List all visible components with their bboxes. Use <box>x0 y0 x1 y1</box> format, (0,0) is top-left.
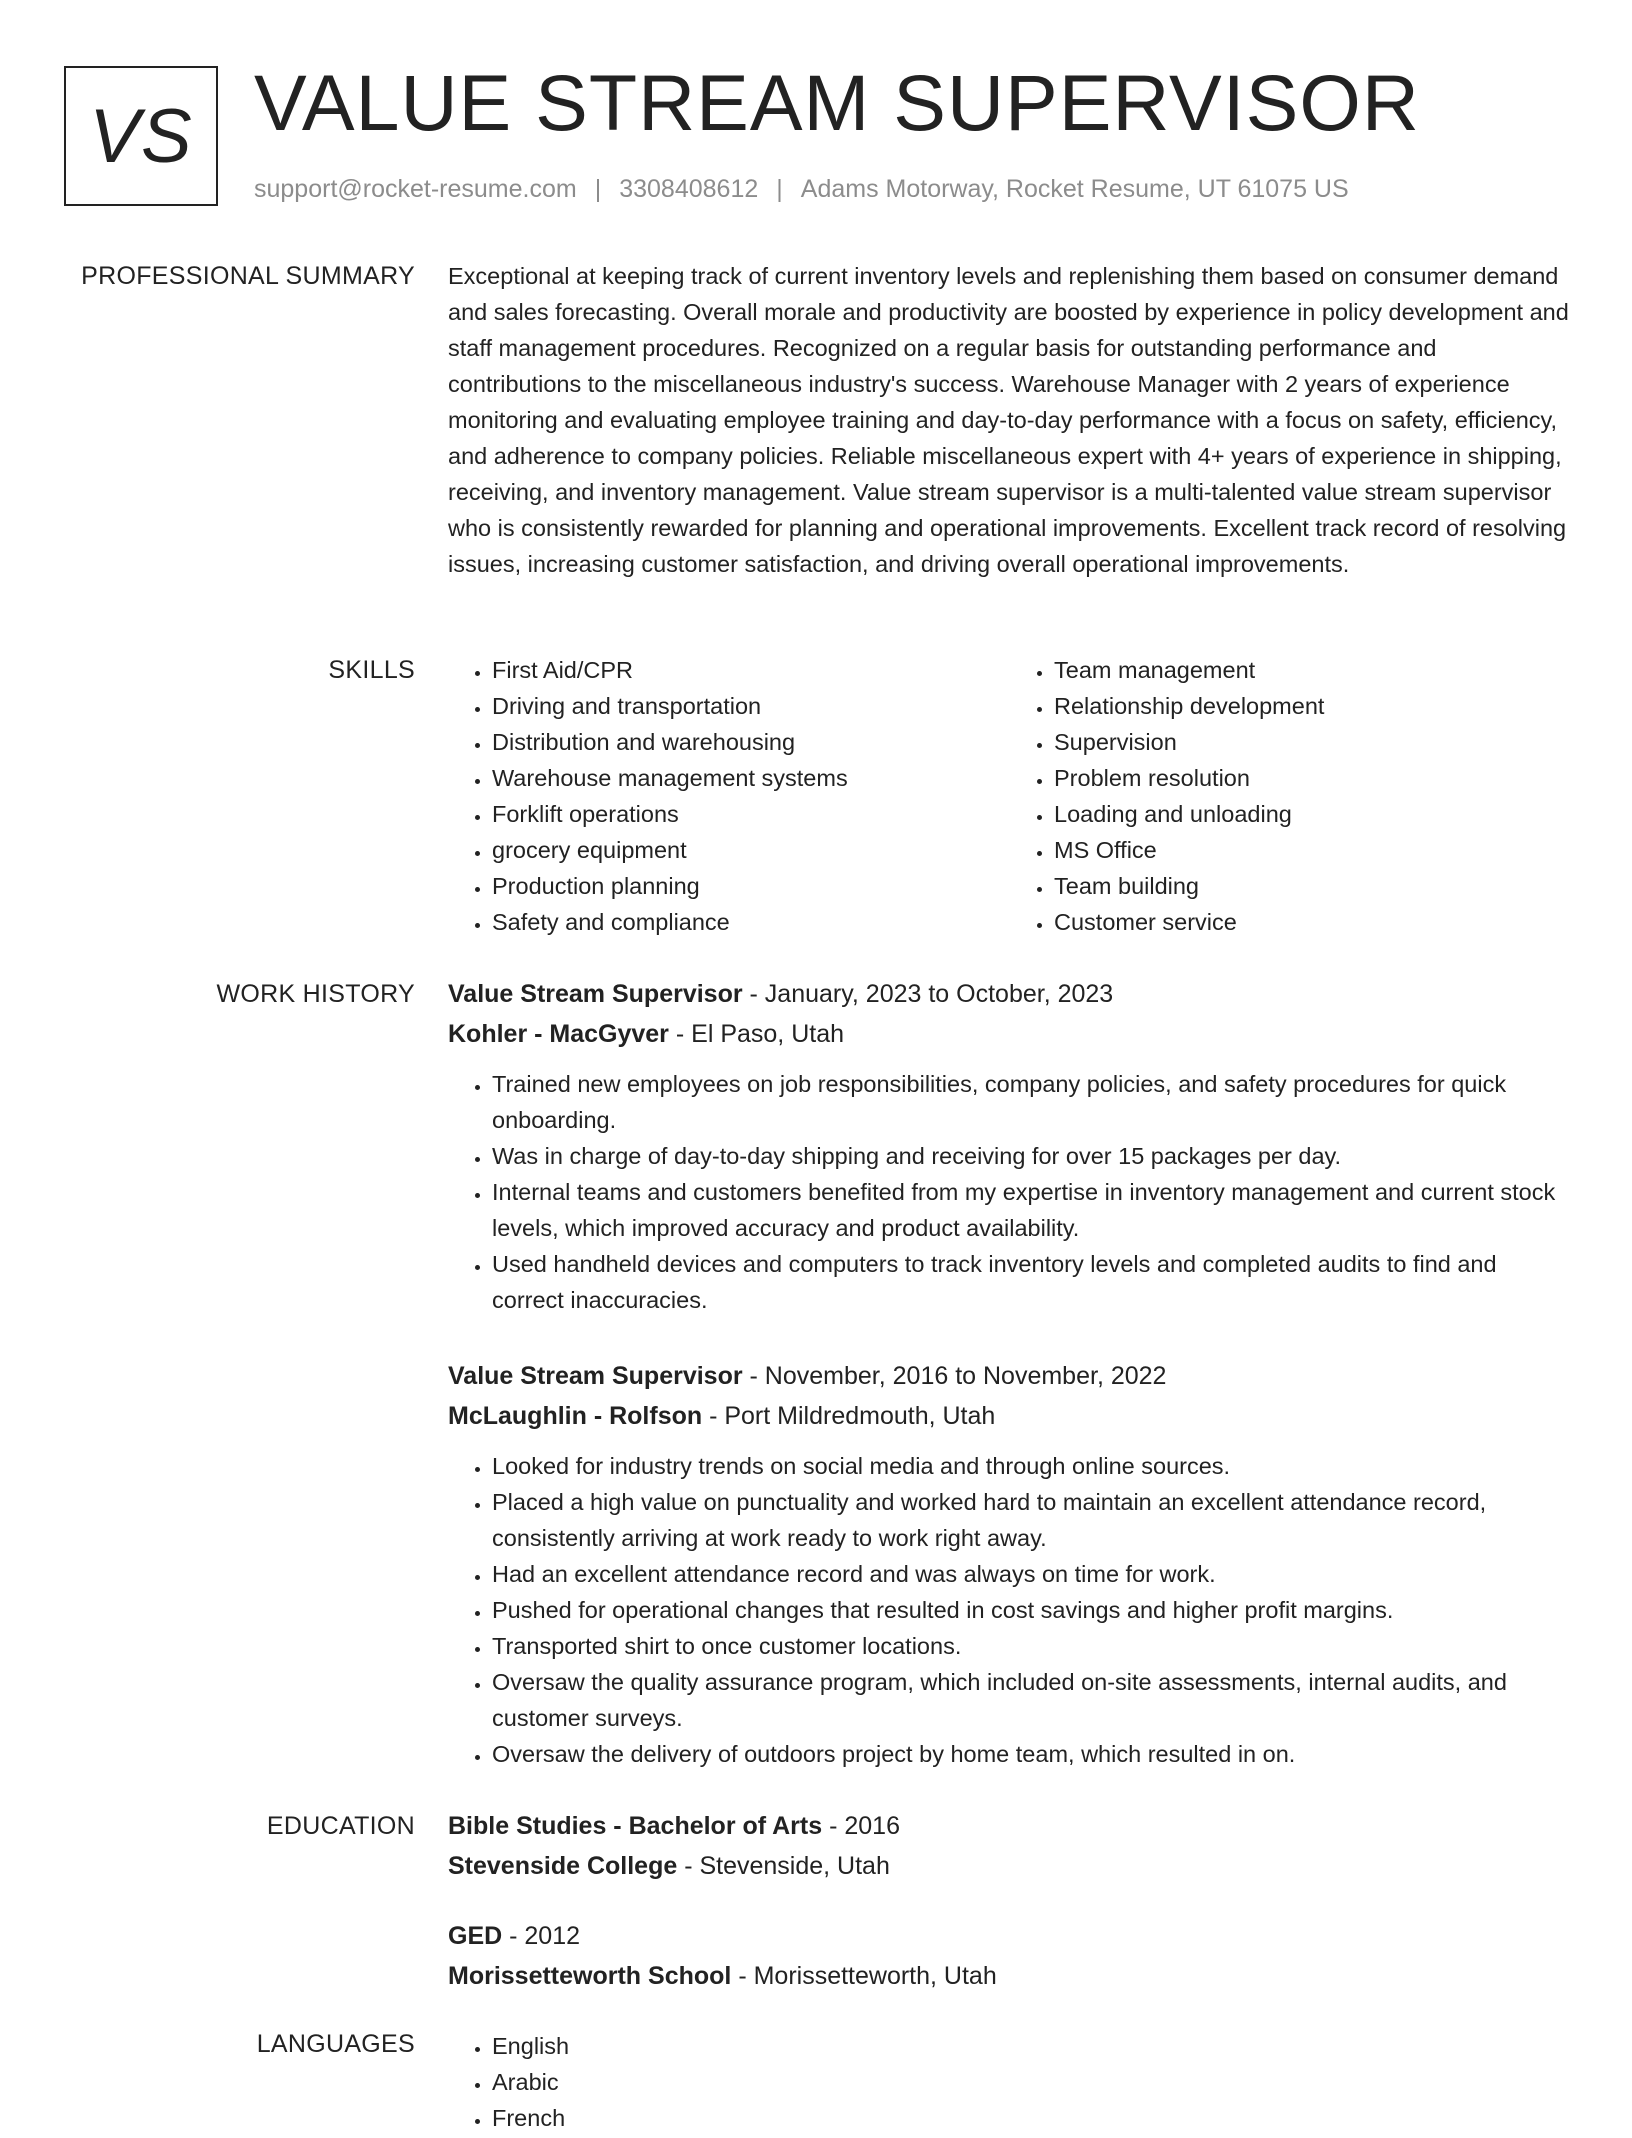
job-title-line <box>448 1356 1572 1396</box>
job-bullet: • Internal teams and customers benefited from my expertise in inventory management and current stock levels, which improved accuracy and product availability. <box>492 1174 1572 1246</box>
skills-column-2 <box>1010 652 1572 940</box>
job-company: McLaughlin - Rolfson <box>448 1402 703 1430</box>
education-school-line <box>448 1956 1572 1996</box>
job-location: - Port Mildredmouth, Utah <box>702 1402 996 1430</box>
skill-item: • Loading and unloading <box>1054 796 1572 832</box>
job-bullet: • Trained new employees on job responsibilities, company policies, and safety procedures for quick onboarding. <box>492 1066 1572 1138</box>
languages-body <box>448 2028 1572 2136</box>
education-location: - Stevenside, Utah <box>677 1852 890 1880</box>
language-item: • Arabic <box>492 2064 1572 2100</box>
contact-email: support@rocket-resume.com <box>254 175 577 203</box>
skills-column-1 <box>448 652 1010 940</box>
skill-item: • Team management <box>1054 652 1572 688</box>
contact-phone: 3308408612 <box>619 175 759 203</box>
languages-list <box>448 2028 1572 2136</box>
skill-item: • Distribution and warehousing <box>492 724 1010 760</box>
skill-item: • Driving and transportation <box>492 688 1010 724</box>
job-bullet: • Transported shirt to once customer locations. <box>492 1628 1572 1664</box>
contact-line <box>254 175 1349 204</box>
skill-item: • First Aid/CPR <box>492 652 1010 688</box>
education-body <box>448 1806 1572 2026</box>
candidate-name: VALUE STREAM SUPERVISOR <box>254 58 1420 147</box>
skill-item: • Forklift operations <box>492 796 1010 832</box>
skill-item: • Customer service <box>1054 904 1572 940</box>
monogram-initials: VS <box>89 93 193 179</box>
job-bullet: • Was in charge of day-to-day shipping and receiving for over 15 packages per day. <box>492 1138 1572 1174</box>
job-company-line <box>448 1396 1572 1436</box>
skills-heading: SKILLS <box>328 656 415 684</box>
skill-item: • Supervision <box>1054 724 1572 760</box>
summary-heading: PROFESSIONAL SUMMARY <box>81 262 415 290</box>
education-school-line <box>448 1846 1572 1886</box>
skill-item: • Warehouse management systems <box>492 760 1010 796</box>
job-bullet: • Looked for industry trends on social media and through online sources. <box>492 1448 1572 1484</box>
contact-separator: | <box>594 175 602 203</box>
skills-body <box>448 652 1572 940</box>
education-year: - 2016 <box>822 1812 900 1840</box>
education-degree: GED <box>448 1922 503 1950</box>
skill-item: • MS Office <box>1054 832 1572 868</box>
education-location: - Morissetteworth, Utah <box>731 1962 997 1990</box>
language-item: • French <box>492 2100 1572 2136</box>
job-company: Kohler - MacGyver <box>448 1020 669 1048</box>
job-bullet: • Pushed for operational changes that resulted in cost savings and higher profit margins. <box>492 1592 1572 1628</box>
skill-item: • Production planning <box>492 868 1010 904</box>
work-body <box>448 974 1572 1810</box>
education-degree-line <box>448 1916 1572 1956</box>
job-bullet: • Oversaw the delivery of outdoors project by home team, which resulted in on. <box>492 1736 1572 1772</box>
skill-item: • grocery equipment <box>492 832 1010 868</box>
job-entry <box>448 974 1572 1318</box>
education-heading: EDUCATION <box>266 1812 415 1840</box>
skill-item: • Safety and compliance <box>492 904 1010 940</box>
job-dates: - November, 2016 to November, 2022 <box>742 1362 1167 1390</box>
job-bullets <box>448 1066 1572 1318</box>
skill-item: • Team building <box>1054 868 1572 904</box>
monogram-box <box>64 66 218 206</box>
job-role: Value Stream Supervisor <box>448 980 743 1008</box>
job-entry <box>448 1356 1572 1772</box>
job-dates: - January, 2023 to October, 2023 <box>742 980 1114 1008</box>
contact-address: Adams Motorway, Rocket Resume, UT 61075 US <box>800 175 1349 203</box>
summary-body <box>448 258 1572 582</box>
language-item: • English <box>492 2028 1572 2064</box>
languages-heading: LANGUAGES <box>256 2030 415 2058</box>
skill-item: • Problem resolution <box>1054 760 1572 796</box>
education-degree-line <box>448 1806 1572 1846</box>
education-school: Stevenside College <box>448 1852 678 1880</box>
job-bullets <box>448 1448 1572 1772</box>
education-year: - 2012 <box>502 1922 581 1950</box>
education-degree: Bible Studies - Bachelor of Arts <box>448 1812 823 1840</box>
job-role: Value Stream Supervisor <box>448 1362 743 1390</box>
job-bullet: • Had an excellent attendance record and was always on time for work. <box>492 1556 1572 1592</box>
education-entry <box>448 1916 1572 1996</box>
job-title-line <box>448 974 1572 1014</box>
skills-columns <box>448 652 1572 940</box>
contact-separator: | <box>776 175 783 203</box>
job-company-line <box>448 1014 1572 1054</box>
job-location: - El Paso, Utah <box>668 1020 844 1048</box>
job-bullet: • Oversaw the quality assurance program, which included on-site assessments, internal audits, and customer surveys. <box>492 1664 1572 1736</box>
skill-item: • Relationship development <box>1054 688 1572 724</box>
job-bullet: • Placed a high value on punctuality and worked hard to maintain an excellent attendance record, consistently arriving at work ready to work right away. <box>492 1484 1572 1556</box>
summary-text: Exceptional at keeping track of current inventory levels and replenishing them based on consumer demand and sales forecasting. Overall morale and productivity are boosted by experience in policy development and staff management procedures. Recognized on a regular basis for outstanding performance and contributions to the miscellaneous industry's success. Warehouse Manager with 2 years of experience monitoring and evaluating employee training and day-to-day performance with a focus on safety, efficiency, and adherence to company policies. Reliable miscellaneous expert with 4+ years of experience in shipping, receiving, and inventory management. Value stream supervisor is a multi-talented value stream supervisor who is consistently rewarded for planning and operational improvements. Excellent track record of resolving issues, increasing customer satisfaction, and driving overall operational improvements. <box>448 263 1569 577</box>
job-bullet: • Used handheld devices and computers to track inventory levels and completed audits to find and correct inaccuracies. <box>492 1246 1572 1318</box>
education-school: Morissetteworth School <box>448 1962 732 1990</box>
education-entry <box>448 1806 1572 1886</box>
work-heading: WORK HISTORY <box>216 980 415 1008</box>
